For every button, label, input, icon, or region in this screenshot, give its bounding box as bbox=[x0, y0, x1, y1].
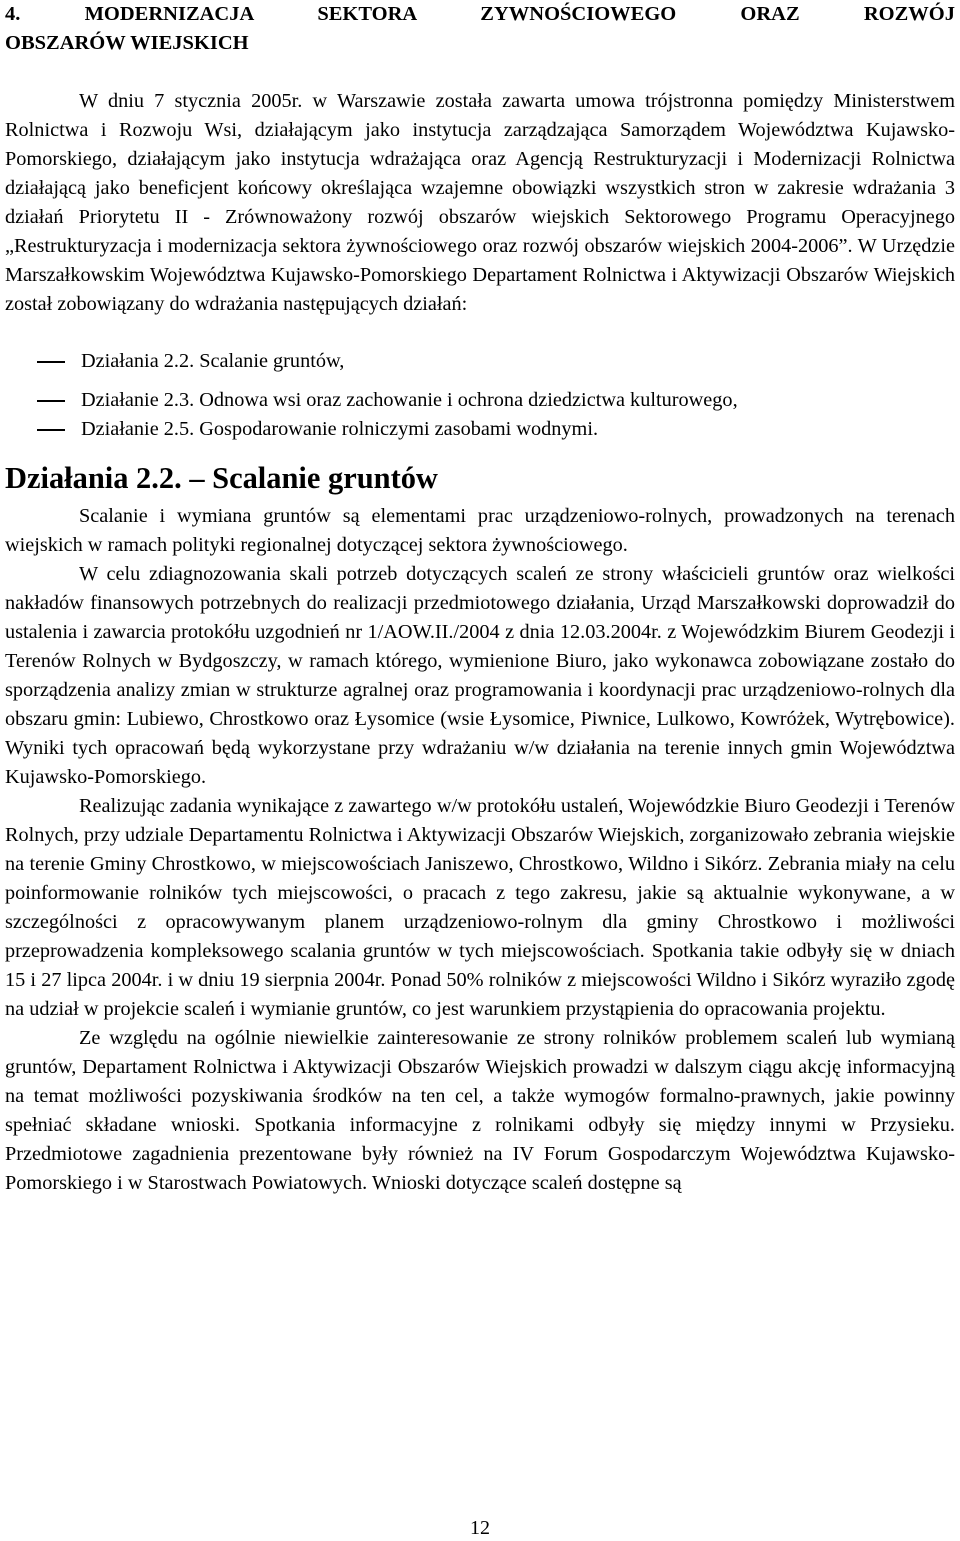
list-item bbox=[5, 386, 955, 415]
section-paragraph: Ze względu na ogólnie niewielkie zainteresowanie ze strony rolników problemem scaleń lub wymianą gruntów, Departament Rolnictwa i Aktywizacji Obszarów Wiejskich prowadzi w dalszym ciągu akcję informacyjną na temat możliwości pozyskiwania środków na ten cel, a także wymogów formalno-prawnych, jakie powinny spełniać składane wnioski. Spotkania informacyjne z rolnikami odbyły się między innymi w Przysieku. Przedmiotowe zagadnienia prezentowane były również na IV Forum Gospodarczym Województwa Kujawsko-Pomorskiego i w Starostwach Powiatowych. Wnioski dotyczące scaleń dostępne są bbox=[5, 1027, 955, 1194]
chapter-title-line1: 4. MODERNIZACJA SEKTORA ZYWNOŚCIOWEGO ORAZ ROZWÓJ bbox=[5, 3, 955, 25]
dash-bullet-icon bbox=[37, 429, 65, 431]
chapter-title-line2: OBSZARÓW WIEJSKICH bbox=[5, 32, 249, 54]
actions-list bbox=[5, 347, 955, 444]
dash-bullet-icon bbox=[37, 361, 65, 363]
action-item-text: Działanie 2.5. Gospodarowanie rolniczymi zasobami wodnymi. bbox=[81, 418, 599, 440]
section-paragraph: Scalanie i wymiana gruntów są elementami prac urządzeniowo-rolnych, prowadzonych na terenach wiejskich w ramach polityki regionalnej dotyczącej sektora żywnościowego. bbox=[5, 505, 955, 556]
list-item bbox=[5, 347, 955, 376]
section-paragraph: Realizując zadania wynikające z zawartego w/w protokółu ustaleń, Wojewódzkie Biuro Geodezji i Terenów Rolnych, przy udziale Departamentu Rolnictwa i Aktywizacji Obszarów Wiejskich, zorganizowało zebrania wiejskie na terenie Gminy Chrostkowo, w miejscowościach Janiszewo, Chrostkowo, Wildno i Sikórz. Zebrania miały na celu poinformowanie rolników tych miejscowości, o pracach z tego zakresu, jakie są aktualnie wykonywane, a w szczególności z opracowywanym planem urządzeniowo-rolnym dla gminy Chrostkowo i możliwości przeprowadzenia kompleksowego scalania gruntów w tych miejscowościach. Spotkania takie odbyły się w dniach 15 i 27 lipca 2004r. i w dniu 19 sierpnia 2004r. Ponad 50% rolników z miejscowości Wildno i Sikórz wyraziło zgodę na udział w projekcie scaleń i wymianie gruntów, co jest warunkiem przystąpienia do opracowania projektu. bbox=[5, 795, 955, 1020]
page-number: 12 bbox=[470, 1517, 490, 1539]
action-item-text: Działania 2.2. Scalanie gruntów, bbox=[81, 350, 345, 372]
list-item bbox=[5, 415, 955, 444]
intro-paragraph: W dniu 7 stycznia 2005r. w Warszawie została zawarta umowa trójstronna pomiędzy Ministerstwem Rolnictwa i Rozwoju Wsi, działającym jako instytucja zarządzająca Samorządem Województwa Kujawsko-Pomorskiego, działającym jako instytucja wdrażająca oraz Agencją Restrukturyzacji i Modernizacji Rolnictwa działającą jako beneficjent końcowy określająca wzajemne obowiązki wszystkich stron w zakresie wdrażania 3 działań Priorytetu II - Zrównoważony rozwój obszarów wiejskich Sektorowego Programu Operacyjnego „Restrukturyzacja i modernizacja sektora żywnościowego oraz rozwój obszarów wiejskich 2004-2006”. W Urzędzie Marszałkowskim Województwa Kujawsko-Pomorskiego Departament Rolnictwa i Aktywizacji Obszarów Wiejskich został zobowiązany do wdrażania następujących działań: bbox=[5, 90, 955, 315]
section-heading: Działania 2.2. – Scalanie gruntów bbox=[5, 461, 438, 495]
section-body bbox=[5, 502, 955, 1198]
section-paragraph: W celu zdiagnozowania skali potrzeb dotyczących scaleń ze strony właścicieli gruntów oraz wielkości nakładów finansowych potrzebnych do realizacji przedmiotowego działania, Urząd Marszałkowski doprowadził do ustalenia i zawarcia protokółu uzgodnień nr 1/AOW.II./2004 z dnia 12.03.2004r. z Wojewódzkim Biurem Geodezji i Terenów Rolnych w Bydgoszczy, w ramach którego, wymienione Biuro, jako wykonawca zobowiązane zostało do sporządzenia analizy zmian w strukturze agralnej oraz programowania i koordynacji prac urządzeniowo-rolnych dla obszaru gmin: Lubiewo, Chrostkowo oraz Łysomice (wsie Łysomice, Piwnice, Lulkowo, Kowróżek, Wytrębowice). Wyniki tych opracowań będą wykorzystane przy wdrażaniu w/w działania na terenie innych gmin Województwa Kujawsko-Pomorskiego. bbox=[5, 563, 955, 788]
action-item-text: Działanie 2.3. Odnowa wsi oraz zachowanie i ochrona dziedzictwa kulturowego, bbox=[81, 389, 738, 411]
document-page bbox=[5, 0, 955, 1198]
dash-bullet-icon bbox=[37, 400, 65, 402]
